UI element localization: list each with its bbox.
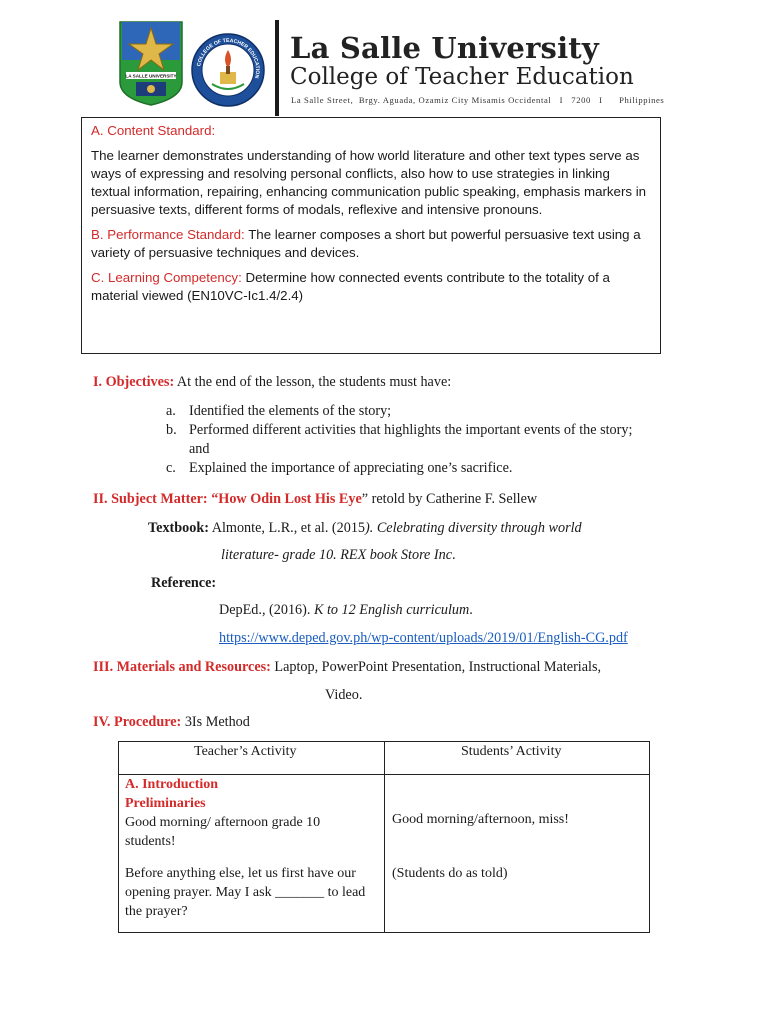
objective-item-b: Performed different activities that highlights the important events of the story; (189, 422, 633, 438)
procedure-label: IV. Procedure: (93, 714, 182, 730)
table-column-divider (384, 742, 385, 932)
performance-standard (91, 226, 651, 262)
learning-competency-text: Determine how connected events contribute to the totality of a material viewed (EN10VC-Ic1.4/2.4) (91, 270, 610, 303)
students-activity-header: Students’ Activity (461, 744, 562, 759)
reference-line (219, 602, 473, 619)
reference-end: . (469, 602, 473, 618)
materials-text-cont: Video. (325, 687, 363, 703)
textbook-title-1: ). Celebrating diversity through world (365, 520, 582, 536)
reference-author: DepEd., (2016). (219, 602, 314, 618)
logo-text: LA SALLE UNIVERSITY (125, 73, 177, 79)
teacher-prayer: Before anything else, let us first have our opening prayer. May I ask _______ to lead the prayer? (125, 866, 366, 919)
textbook-title-2: literature- grade 10. REX book Store Inc (221, 547, 453, 563)
procedure-table (118, 741, 650, 933)
seal-text: COLLEGE OF TEACHER EDUCATION (196, 37, 261, 79)
materials-label: III. Materials and Resources: (93, 659, 271, 675)
university-name: La Salle University (290, 31, 599, 65)
procedure-line (93, 714, 250, 731)
materials-line (93, 659, 601, 676)
objective-item-c: Explained the importance of appreciating one’s sacrifice. (189, 460, 513, 476)
textbook-authors: Almonte, L.R., et al. (2015 (208, 520, 366, 536)
teacher-greeting: Good morning/ afternoon grade 10 students! (125, 815, 321, 849)
story-title: “How Odin Lost His Eye (207, 491, 362, 507)
objectives-label: I. Objectives: (93, 374, 175, 390)
content-standard-text: The learner demonstrates understanding of how world literature and other text types serve as ways of expressing and resolving personal conflicts, also how to use strategies in linking textual information, repairing, enhancing communication public speaking, emphasis markers in persuasive texts, different forms of modals, reflexive and intensive pronouns. (91, 148, 647, 217)
preliminaries-heading: Preliminaries (125, 796, 206, 811)
objective-item-b-cont: and (189, 441, 210, 457)
textbook-line (148, 520, 582, 537)
header-divider (275, 20, 279, 116)
reference-link[interactable]: https://www.deped.gov.ph/wp-content/uploads/2019/01/English-CG.pdf (219, 630, 628, 646)
objective-marker-a: a. (166, 403, 176, 419)
textbook-line-2 (221, 547, 456, 564)
materials-text: Laptop, PowerPoint Presentation, Instructional Materials, (270, 659, 602, 675)
textbook-label: Textbook: (148, 520, 209, 536)
performance-standard-label: B. Performance Standard: (91, 227, 245, 242)
teacher-activity-header: Teacher’s Activity (194, 744, 297, 759)
textbook-end: . (452, 547, 456, 563)
performance-standard-text: The learner composes a short but powerful persuasive text using a variety of persuasive techniques and devices. (91, 227, 641, 260)
student-response: (Students do as told) (392, 866, 508, 881)
standards-box (81, 117, 661, 354)
objective-marker-c: c. (166, 460, 176, 476)
story-credit: ” retold by Catherine F. Sellew (361, 491, 538, 507)
subject-matter-heading (93, 491, 537, 508)
university-logo (118, 20, 184, 106)
content-standard-label: A. Content Standard: (91, 123, 216, 138)
address-line: La Salle Street, Brgy. Aguada, Ozamiz City Misamis Occidental I 7200 I Philippines (291, 95, 665, 105)
college-seal (190, 32, 266, 108)
objectives-intro: At the end of the lesson, the students must have: (174, 374, 452, 390)
learning-competency (91, 269, 651, 305)
objective-item-a: Identified the elements of the story; (189, 403, 392, 419)
subject-matter-label: II. Subject Matter: (93, 491, 208, 507)
reference-title: K to 12 English curriculum (313, 602, 470, 618)
objective-marker-b: b. (166, 422, 177, 438)
learning-competency-label: C. Learning Competency: (91, 270, 242, 285)
college-name: College of Teacher Education (290, 64, 634, 90)
procedure-text: 3Is Method (181, 714, 250, 730)
reference-label: Reference: (151, 575, 217, 591)
introduction-heading: A. Introduction (125, 777, 219, 792)
student-greeting: Good morning/afternoon, miss! (392, 812, 569, 827)
content-standard-label-row (91, 122, 651, 140)
objectives-heading (93, 374, 451, 391)
